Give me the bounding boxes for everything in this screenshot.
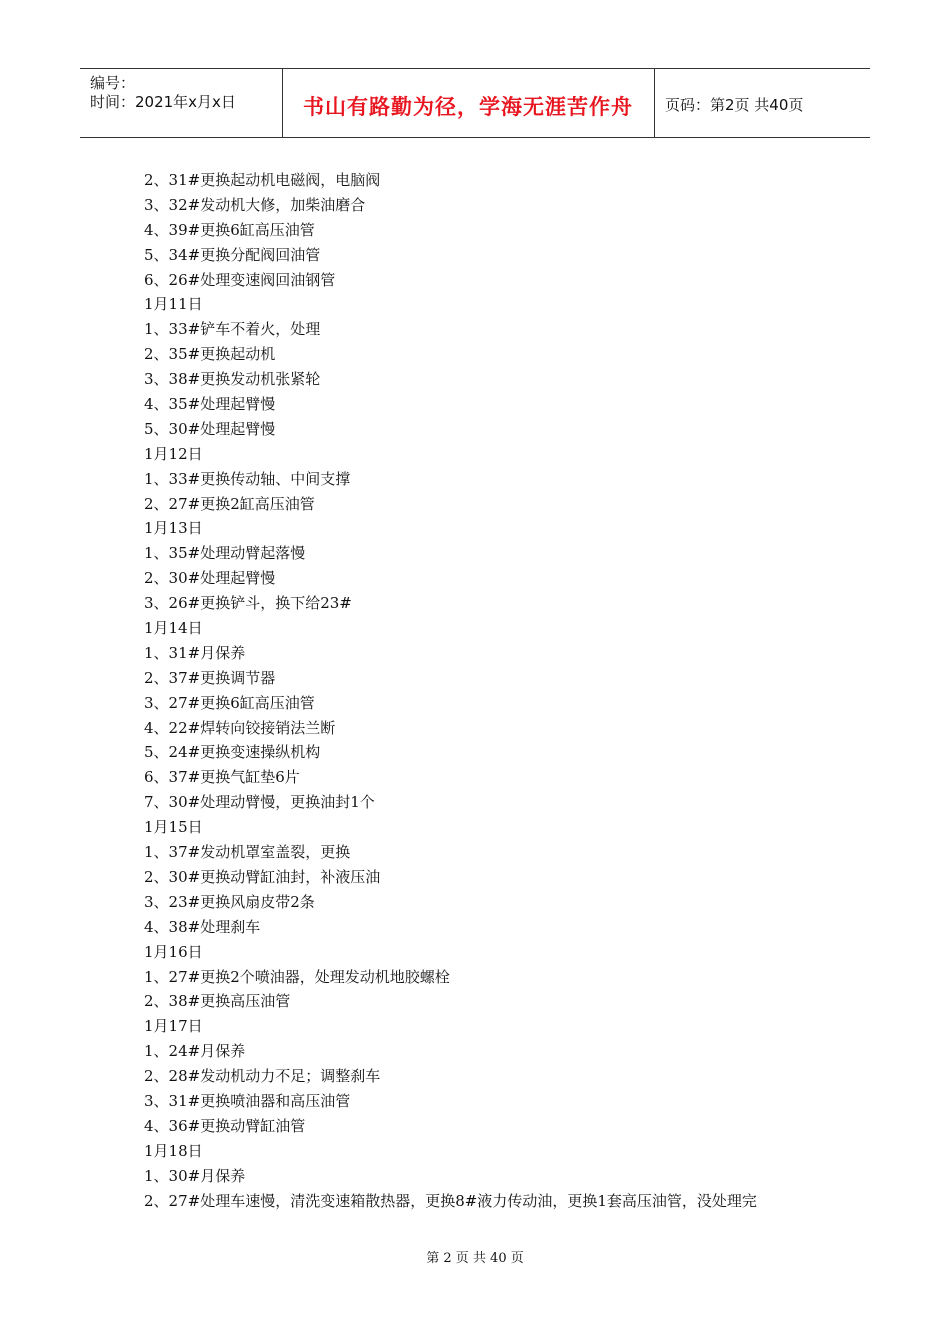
body-line: 2、37#更换调节器 (144, 668, 276, 687)
page-footer: 第 2 页 共 40 页 (426, 1251, 524, 1266)
body-line: 5、30#处理起臂慢 (144, 419, 276, 438)
date-heading: 1月12日 (144, 444, 203, 463)
body-line: 1、27#更换2个喷油器，处理发动机地胶螺栓 (144, 967, 450, 986)
body-line: 7、30#处理动臂慢，更换油封1个 (144, 793, 375, 812)
body-line: 5、24#更换变速操纵机构 (144, 743, 321, 762)
body-line: 4、36#更换动臂缸油管 (144, 1116, 306, 1135)
body-line: 3、27#更换6缸高压油管 (144, 693, 315, 712)
body-line: 3、26#更换铲斗，换下给23# (144, 594, 352, 613)
body-line: 3、38#更换发动机张紧轮 (144, 370, 321, 389)
body-line: 1、35#处理动臂起落慢 (144, 544, 306, 563)
body-line: 6、37#更换气缸垫6片 (144, 768, 300, 787)
body-line: 1、30#月保养 (144, 1166, 246, 1185)
body-line: 1、33#更换传动轴、中间支撑 (144, 469, 351, 488)
body-line: 4、22#焊转向铰接销法兰断 (144, 718, 336, 737)
number-label: 编号： (90, 74, 136, 92)
header-page-cell (655, 69, 870, 137)
body-line: 1、33#铲车不着火，处理 (144, 320, 321, 339)
body-line: 4、39#更换6缸高压油管 (144, 220, 315, 239)
body-line: 2、27#处理车速慢，清洗变速箱散热器，更换8#液力传动油，更换1套高压油管，没处理完 (144, 1191, 757, 1210)
body-line: 2、31#更换起动机电磁阀，电脑阀 (144, 171, 381, 189)
body-line: 3、31#更换喷油器和高压油管 (144, 1091, 351, 1110)
date-heading: 1月14日 (144, 619, 203, 638)
date-heading: 1月13日 (144, 519, 203, 538)
motto-text: 书山有路勤为径，学海无涯苦作舟 (303, 95, 633, 119)
page-header (80, 68, 870, 138)
date-heading: 1月16日 (144, 942, 203, 961)
body-line: 2、30#处理起臂慢 (144, 569, 276, 588)
body-line: 3、32#发动机大修，加柴油磨合 (144, 195, 366, 214)
body-line: 1、31#月保养 (144, 643, 246, 662)
body-line: 3、23#更换风扇皮带2条 (144, 892, 315, 911)
document-body (144, 168, 824, 1213)
header-info-cell (80, 69, 283, 137)
body-line: 4、35#处理起臂慢 (144, 395, 276, 414)
body-line: 5、34#更换分配阀回油管 (144, 245, 321, 264)
date-heading: 1月15日 (144, 818, 203, 837)
page-number-label: 页码：第2页 共40页 (665, 96, 804, 114)
body-line: 1、24#月保养 (144, 1042, 246, 1061)
date-heading: 1月11日 (144, 295, 203, 314)
body-line: 6、26#处理变速阀回油钢管 (144, 270, 336, 289)
body-line: 2、27#更换2缸高压油管 (144, 494, 315, 513)
body-line: 2、35#更换起动机 (144, 345, 276, 364)
body-line: 1、37#发动机罩室盖裂，更换 (144, 843, 351, 862)
date-heading: 1月17日 (144, 1017, 203, 1036)
date-heading: 1月18日 (144, 1141, 203, 1160)
body-line: 2、30#更换动臂缸油封，补液压油 (144, 867, 381, 886)
body-line: 2、38#更换高压油管 (144, 992, 291, 1011)
body-line: 2、28#发动机动力不足；调整刹车 (144, 1067, 381, 1086)
time-label: 时间：2021年x月x日 (90, 93, 236, 111)
header-motto-cell (282, 69, 655, 137)
body-line: 4、38#处理刹车 (144, 917, 261, 936)
